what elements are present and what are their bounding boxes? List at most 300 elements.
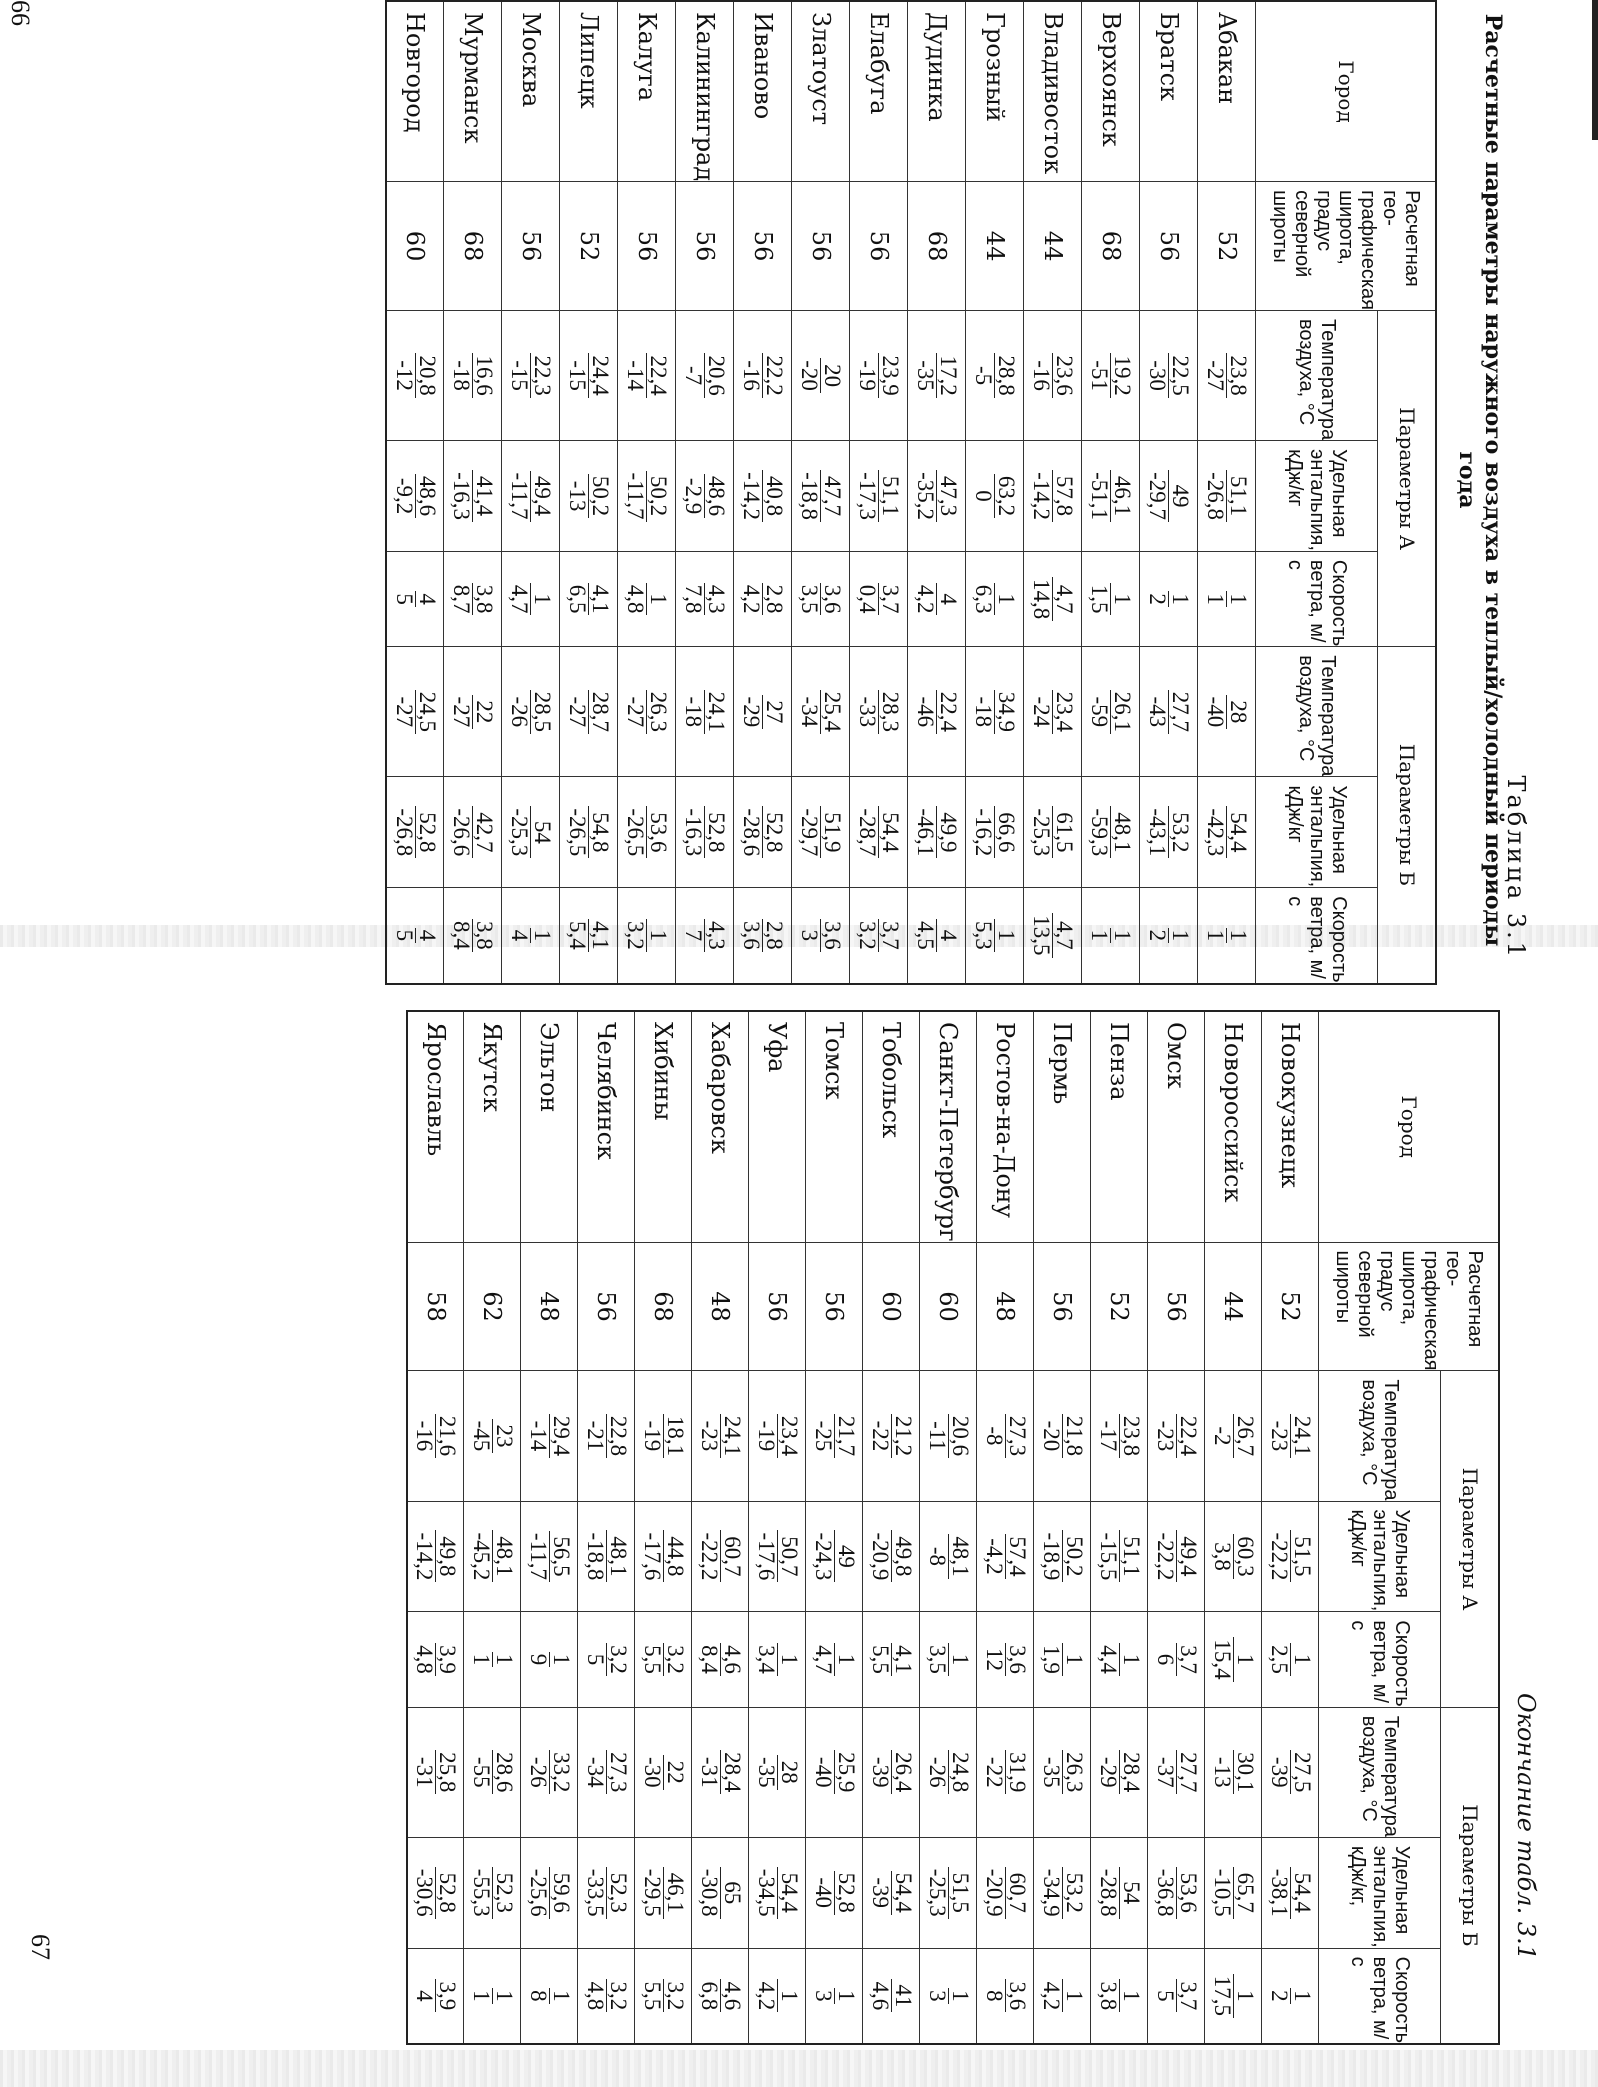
fraction: [527, 1988, 572, 2004]
fraction: [857, 690, 902, 734]
fraction: [698, 1643, 743, 1676]
table-row: [1034, 1011, 1091, 2044]
fraction: [567, 474, 612, 518]
b-wind-cell: [966, 888, 1024, 984]
warm-period-value: 22,8: [606, 1415, 631, 1457]
fraction: [1211, 1750, 1256, 1794]
warm-period-value: 22,4: [1176, 1415, 1201, 1457]
header-b-temp: Температура воздуха, °С: [1256, 647, 1378, 777]
cold-period-value: -5: [971, 365, 997, 386]
table-row: [749, 1011, 806, 2044]
a-wind-cell: [1262, 1612, 1319, 1707]
a-enth-cell: [618, 441, 676, 552]
warm-period-value: 27,5: [1290, 1752, 1315, 1793]
fraction: [973, 353, 1018, 397]
b-wind-cell: [863, 1948, 920, 2044]
cold-period-value: -17,3: [855, 472, 881, 520]
continuation-label: Окончание табл. 3.1: [1512, 1692, 1540, 1960]
cold-period-value: 4,5: [913, 921, 939, 950]
header-city: Город: [1256, 1, 1436, 182]
a-enth-cell: [560, 441, 618, 552]
warm-period-value: 52,8: [834, 1872, 859, 1913]
warm-period-value: 1: [1119, 1643, 1142, 1676]
b-wind-cell: [908, 888, 966, 984]
fraction: [1089, 806, 1134, 858]
cold-period-value: 4,8: [583, 1981, 608, 2011]
warm-period-value: 56,5: [549, 1531, 572, 1582]
b-enth-cell: [444, 777, 502, 888]
cold-period-value: -26,5: [565, 808, 591, 857]
fraction: [625, 583, 670, 616]
fraction: [1089, 928, 1134, 944]
cold-period-value: -30,6: [412, 1868, 438, 1917]
header-city: Город: [1319, 1011, 1499, 1242]
fraction: [1154, 1979, 1199, 2012]
a-temp-cell: [792, 311, 850, 441]
warm-period-value: 4,3: [704, 921, 730, 950]
cold-period-value: 4: [507, 929, 533, 942]
a-enth-cell: [1034, 1501, 1091, 1612]
cold-period-value: 3,5: [797, 584, 823, 614]
fraction: [1211, 1414, 1256, 1458]
header-b-wind: Скорость ветра, м/с: [1256, 888, 1378, 984]
cold-period-value: -59,3: [1087, 808, 1113, 857]
cold-period-value: -15: [565, 360, 591, 391]
fraction: [470, 1750, 515, 1794]
table-row: [692, 1011, 749, 2044]
cold-period-value: -2,9: [681, 477, 707, 515]
cold-period-value: 5,4: [565, 921, 591, 950]
a-temp-cell: [521, 1371, 578, 1501]
b-temp-cell: [1262, 1707, 1319, 1837]
a-temp-cell: [908, 311, 966, 441]
a-temp-cell: [560, 311, 618, 441]
fraction: [641, 1979, 686, 2012]
cold-period-value: 9: [526, 1653, 551, 1666]
warm-period-value: 27,3: [1005, 1415, 1030, 1457]
b-enth-cell: [920, 1837, 977, 1948]
cold-period-value: 5: [391, 593, 417, 605]
b-temp-cell: [521, 1707, 578, 1837]
a-temp-cell: [1034, 1371, 1091, 1501]
cold-period-value: -51,1: [1087, 472, 1113, 520]
fraction: [926, 1750, 971, 1794]
header-a-temp: Температура воздуха, °С: [1319, 1371, 1441, 1501]
cold-period-value: -22: [868, 1420, 893, 1452]
a-temp-cell: [1024, 311, 1082, 441]
warm-period-value: 4: [414, 593, 440, 605]
b-wind-cell: [920, 1948, 977, 2044]
a-enth-cell: [444, 441, 502, 552]
warm-period-value: 1: [995, 919, 1018, 952]
warm-period-value: 26,4: [891, 1752, 916, 1793]
fraction: [1147, 470, 1192, 522]
cold-period-value: 3: [811, 1990, 836, 2002]
fraction: [1040, 1867, 1085, 1919]
fraction: [1031, 470, 1076, 522]
warm-period-value: 1: [1290, 1990, 1315, 2002]
cold-period-value: 1: [1087, 929, 1113, 942]
city-name: Тобольск: [863, 1011, 920, 1242]
b-temp-cell: [1091, 1707, 1148, 1837]
a-wind-cell: [908, 551, 966, 646]
table-row: [635, 1011, 692, 2044]
cold-period-value: -17: [1096, 1420, 1121, 1452]
cold-period-value: -55,3: [469, 1868, 494, 1917]
cold-period-value: -9,2: [391, 477, 417, 515]
latitude-value: 62: [464, 1242, 521, 1371]
a-enth-cell: [863, 1501, 920, 1612]
warm-period-value: 16,6: [472, 355, 498, 396]
warm-period-value: 24,5: [414, 691, 440, 732]
table-row: [578, 1011, 635, 2044]
warm-period-value: 3,7: [878, 921, 904, 950]
warm-period-value: 25,8: [435, 1752, 461, 1793]
fraction: [1268, 1530, 1313, 1582]
b-enth-cell: [618, 777, 676, 888]
city-name: Хабаровск: [692, 1011, 749, 1242]
cold-period-value: -28,7: [855, 808, 881, 857]
fraction: [641, 1414, 686, 1458]
fraction: [451, 353, 496, 397]
warm-period-value: 48,1: [948, 1536, 973, 1577]
a-wind-cell: [1082, 551, 1140, 646]
warm-period-value: 28,7: [588, 691, 614, 732]
fraction: [683, 474, 728, 518]
cold-period-value: -26,8: [391, 808, 417, 857]
warm-period-value: 54,4: [1227, 806, 1250, 858]
warm-period-value: 23: [492, 1419, 515, 1454]
fraction: [812, 1643, 857, 1676]
cold-period-value: -20: [1039, 1420, 1064, 1452]
b-wind-cell: [1034, 1948, 1091, 2044]
warm-period-value: 27,7: [1168, 691, 1194, 732]
warm-period-value: 18,1: [663, 1415, 688, 1457]
city-name: Ростов-на-Дону: [977, 1011, 1034, 1242]
b-enth-cell: [521, 1837, 578, 1948]
fraction: [915, 690, 960, 734]
b-wind-cell: [676, 888, 734, 984]
table-row: [908, 1, 966, 984]
fraction: [567, 919, 612, 952]
fraction: [1268, 1643, 1313, 1676]
a-wind-cell: [618, 551, 676, 646]
fraction: [973, 919, 1018, 952]
fraction: [799, 470, 844, 522]
cold-period-value: 5,5: [640, 1645, 665, 1674]
warm-period-value: 60,3: [1233, 1536, 1258, 1577]
fraction: [567, 353, 612, 397]
cold-period-value: -10,5: [1210, 1868, 1235, 1917]
b-enth-cell: [1140, 777, 1198, 888]
a-enth-cell: [734, 441, 792, 552]
warm-period-value: 1: [777, 1643, 800, 1676]
warm-period-value: 26,7: [1233, 1415, 1258, 1457]
warm-period-value: 1: [530, 929, 556, 942]
latitude-value: 68: [635, 1242, 692, 1371]
latitude-value: 60: [920, 1242, 977, 1371]
b-temp-cell: [464, 1707, 521, 1837]
warm-period-value: 54: [1119, 1867, 1142, 1919]
fraction: [470, 1652, 515, 1668]
cold-period-value: -16: [412, 1420, 438, 1452]
warm-period-value: 30,1: [1233, 1752, 1258, 1793]
warm-period-value: 52,8: [435, 1867, 458, 1919]
cold-period-value: -22,2: [1153, 1532, 1178, 1581]
cold-period-value: -24: [1029, 696, 1055, 728]
b-temp-cell: [1148, 1707, 1205, 1837]
table-row: [1091, 1011, 1148, 2044]
cold-period-value: -31: [412, 1756, 438, 1788]
warm-period-value: 26,3: [646, 691, 672, 732]
city-name: Пермь: [1034, 1011, 1091, 1242]
b-temp-cell: [966, 647, 1024, 777]
fraction: [926, 1867, 971, 1919]
cold-period-value: -22,2: [1267, 1532, 1292, 1581]
warm-period-value: 3,2: [663, 1981, 688, 2011]
a-wind-cell: [1024, 551, 1082, 646]
fraction: [741, 583, 786, 616]
fraction: [412, 1750, 461, 1794]
cold-period-value: -19: [640, 1420, 665, 1452]
warm-period-value: 46,1: [663, 1867, 686, 1919]
fraction: [393, 806, 438, 858]
b-enth-cell: [407, 1837, 464, 1948]
warm-period-value: 54,4: [1290, 1867, 1313, 1919]
cold-period-value: -24,3: [811, 1532, 836, 1581]
warm-period-value: 49: [834, 1530, 857, 1582]
fraction: [470, 1867, 515, 1919]
fraction: [812, 1750, 857, 1794]
warm-period-value: 21,6: [435, 1415, 461, 1457]
a-temp-cell: [966, 311, 1024, 441]
b-temp-cell: [1024, 647, 1082, 777]
fraction: [741, 695, 786, 730]
fraction: [857, 919, 902, 952]
warm-period-value: 22,4: [936, 691, 962, 732]
fraction: [1097, 1643, 1142, 1676]
warm-period-value: 1: [777, 1979, 800, 2012]
cold-period-value: -29,5: [640, 1868, 665, 1917]
a-temp-cell: [1140, 311, 1198, 441]
cold-period-value: -25,3: [1029, 808, 1055, 857]
fraction: [683, 806, 728, 858]
b-wind-cell: [806, 1948, 863, 2044]
cold-period-value: -45: [469, 1420, 494, 1452]
fraction: [527, 1867, 572, 1919]
warm-period-value: 3,9: [435, 1981, 461, 2011]
warm-period-value: 3,6: [1005, 1645, 1030, 1674]
header-b-enthalpy: Удельная энтальпия, кДж/кг: [1256, 777, 1378, 888]
cold-period-value: -15,5: [1096, 1532, 1121, 1581]
a-wind-cell: [1148, 1612, 1205, 1707]
b-temp-cell: [386, 647, 444, 777]
cold-period-value: -26: [925, 1756, 950, 1788]
fraction: [1097, 1414, 1142, 1458]
a-temp-cell: [863, 1371, 920, 1501]
warm-period-value: 22: [663, 1755, 686, 1790]
cold-period-value: -22,2: [697, 1532, 722, 1581]
cold-period-value: 5,5: [640, 1981, 665, 2011]
latitude-value: 48: [692, 1242, 749, 1371]
fraction: [857, 806, 902, 858]
a-enth-cell: [908, 441, 966, 552]
cold-period-value: -16,2: [971, 808, 997, 857]
latitude-value: 58: [407, 1242, 464, 1371]
cold-period-value: -18,8: [797, 472, 823, 520]
table-row: [560, 1, 618, 984]
fraction: [1205, 806, 1250, 858]
b-wind-cell: [1024, 888, 1082, 984]
warm-period-value: 4,3: [704, 584, 730, 614]
warm-period-value: 28,8: [994, 355, 1020, 396]
cold-period-value: 1: [1203, 929, 1229, 942]
fraction: [451, 806, 496, 858]
a-temp-cell: [407, 1371, 464, 1501]
warm-period-value: 42,7: [473, 806, 496, 858]
fraction: [1147, 353, 1192, 397]
cold-period-value: -39: [868, 1877, 893, 1909]
warm-period-value: 50,2: [588, 475, 614, 517]
a-enth-cell: [1198, 441, 1256, 552]
b-wind-cell: [521, 1948, 578, 2044]
table-title: Расчетные параметры наружного воздуха в теплый/холодный периоды года: [1454, 13, 1506, 947]
fraction: [869, 1414, 914, 1458]
fraction: [1268, 1414, 1313, 1458]
cold-period-value: -25: [811, 1420, 836, 1452]
cold-period-value: 0,4: [855, 584, 881, 614]
warm-period-value: 51,1: [1227, 470, 1250, 522]
fraction: [567, 690, 612, 734]
cold-period-value: -16,3: [681, 808, 707, 857]
fraction: [1268, 1988, 1313, 2004]
a-enth-cell: [407, 1501, 464, 1612]
cold-period-value: -13: [565, 480, 591, 512]
fraction: [698, 1979, 743, 2012]
latitude-value: 68: [1082, 182, 1140, 311]
cold-period-value: 7: [681, 929, 707, 942]
warm-period-value: 22,4: [646, 355, 672, 396]
warm-period-value: 25,9: [834, 1752, 859, 1793]
city-name: Эльтон: [521, 1011, 578, 1242]
warm-period-value: 4,7: [1053, 577, 1076, 621]
a-wind-cell: [521, 1612, 578, 1707]
a-wind-cell: [1091, 1612, 1148, 1707]
fraction: [393, 474, 438, 518]
latitude-value: 56: [676, 182, 734, 311]
a-wind-cell: [966, 551, 1024, 646]
warm-period-value: 44,8: [663, 1530, 686, 1582]
warm-period-value: 3,2: [606, 1981, 631, 2011]
warm-period-value: 1: [1062, 1979, 1085, 2012]
latitude-value: 48: [521, 1242, 578, 1371]
latitude-value: 48: [977, 1242, 1034, 1371]
cold-period-value: -14,2: [739, 472, 765, 520]
a-enth-cell: [1140, 441, 1198, 552]
warm-period-value: 52,3: [606, 1867, 629, 1919]
cold-period-value: -26,8: [1203, 472, 1229, 520]
warm-period-value: 24,4: [588, 355, 614, 396]
warm-period-value: 4: [414, 929, 440, 942]
header-latitude: Расчетная гео-графическая широта, градус северной широты: [1319, 1242, 1499, 1371]
warm-period-value: 1: [834, 1643, 857, 1676]
warm-period-value: 24,1: [704, 691, 730, 732]
warm-period-value: 22,3: [530, 355, 556, 396]
warm-period-value: 23,4: [1052, 691, 1078, 732]
city-name: Новороссийск: [1205, 1011, 1262, 1242]
latitude-value: 68: [908, 182, 966, 311]
latitude-value: 52: [560, 182, 618, 311]
table-row: [806, 1011, 863, 2044]
warm-period-value: 48,1: [1111, 806, 1134, 858]
fraction: [641, 1867, 686, 1919]
b-wind-cell: [502, 888, 560, 984]
table-row: [676, 1, 734, 984]
fraction: [983, 1979, 1028, 2012]
fraction: [1205, 470, 1250, 522]
a-wind-cell: [464, 1612, 521, 1707]
warm-period-value: 1: [1062, 1643, 1085, 1676]
warm-period-value: 29,4: [549, 1415, 574, 1457]
fraction: [1031, 806, 1076, 858]
fraction: [527, 1652, 572, 1668]
page-66: [6, 0, 1530, 983]
a-wind-cell: [560, 551, 618, 646]
latitude-value: 68: [444, 182, 502, 311]
warm-period-value: 57,8: [1053, 470, 1076, 522]
b-temp-cell: [806, 1707, 863, 1837]
b-enth-cell: [749, 1837, 806, 1948]
warm-period-value: 1: [1110, 929, 1136, 942]
b-wind-cell: [692, 1948, 749, 2044]
header-b-enthalpy: Удельная энтальпия, кДж/кг,: [1319, 1837, 1441, 1948]
city-name: Пенза: [1091, 1011, 1148, 1242]
fraction: [509, 928, 554, 944]
city-name: Липецк: [560, 1, 618, 182]
b-temp-cell: [1082, 647, 1140, 777]
warm-period-value: 28: [1227, 695, 1250, 730]
cold-period-value: 15,4: [1210, 1639, 1235, 1680]
warm-period-value: 23,9: [878, 355, 904, 396]
warm-period-value: 47,3: [937, 470, 960, 522]
fraction: [983, 1643, 1028, 1676]
cold-period-value: -42,3: [1203, 808, 1229, 857]
b-wind-cell: [444, 888, 502, 984]
table-row: [1262, 1011, 1319, 2044]
cold-period-value: 4,2: [739, 584, 765, 614]
cold-period-value: -34: [583, 1756, 608, 1788]
cold-period-value: 5: [391, 929, 417, 942]
fraction: [683, 353, 728, 397]
warm-period-value: 1: [531, 583, 554, 616]
city-name: Дудинка: [908, 1, 966, 182]
fraction: [1154, 1867, 1199, 1919]
cold-period-value: -2: [1210, 1426, 1235, 1446]
fraction: [1089, 690, 1134, 734]
warm-period-value: 3,2: [663, 1645, 688, 1674]
fraction: [1211, 1974, 1256, 2018]
b-wind-cell: [749, 1948, 806, 2044]
city-name: Новгород: [386, 1, 444, 182]
latitude-value: 56: [618, 182, 676, 311]
fraction: [625, 690, 670, 734]
a-enth-cell: [1082, 441, 1140, 552]
b-temp-cell: [635, 1707, 692, 1837]
b-temp-cell: [1140, 647, 1198, 777]
cold-period-value: -59: [1087, 696, 1113, 728]
fraction: [584, 1867, 629, 1919]
warm-period-value: 51,1: [1119, 1530, 1142, 1582]
